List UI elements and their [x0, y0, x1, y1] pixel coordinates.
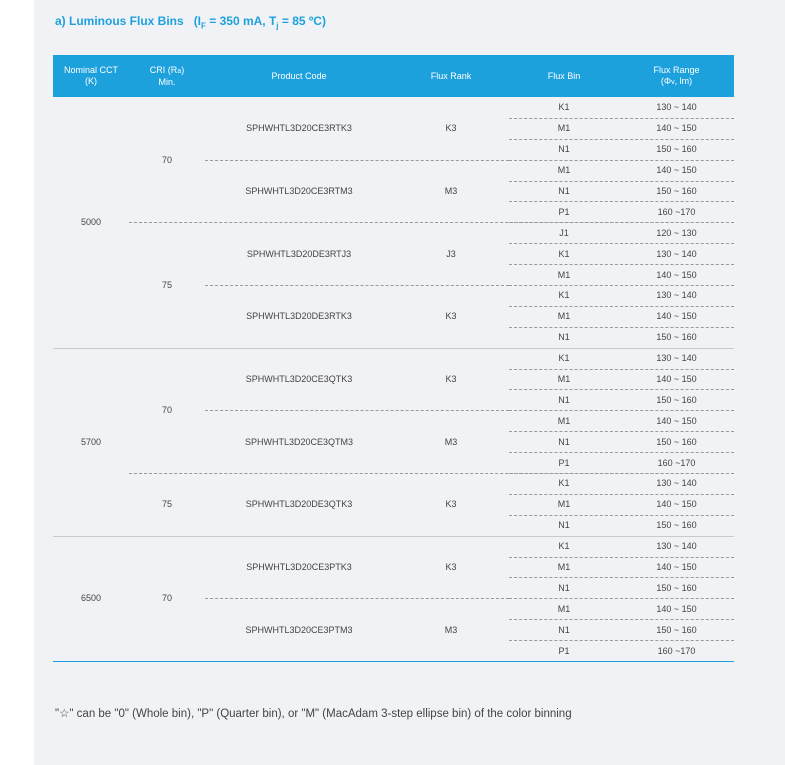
flux-range-cell: 120 ~ 130: [656, 227, 697, 238]
flux-bin-cell: P1: [558, 457, 570, 468]
title-prefix: a) Luminous Flux Bins: [55, 14, 184, 28]
flux-bin-cell: N1: [558, 144, 570, 155]
flux-rank-cell: M3: [444, 436, 458, 447]
table-bottom-rule: [53, 661, 734, 662]
flux-range-cell: 150 ~ 160: [656, 144, 697, 155]
product-divider: [205, 410, 509, 411]
flux-range-cell: 150 ~ 160: [656, 436, 697, 447]
cri-cell: 75: [161, 279, 172, 290]
header-nominal-cct: [53, 55, 129, 97]
flux-bin-cell: K1: [558, 102, 570, 113]
flux-range-cell: 130 ~ 140: [656, 478, 697, 489]
footnote: "☆" can be "0" (Whole bin), "P" (Quarter bin), or "M" (MacAdam 3-step ellipse bin) of the color binning: [55, 708, 572, 720]
header-cri-line1: CRI (R: [149, 64, 178, 75]
flux-rank-cell: K3: [445, 123, 457, 134]
title-cond-mid: = 350 mA, T: [205, 14, 277, 28]
flux-range-cell: 140 ~ 150: [656, 269, 697, 280]
flux-bin-cell: M1: [557, 269, 571, 280]
flux-bin-cell: M1: [557, 123, 571, 134]
flux-rank-cell: K3: [445, 499, 457, 510]
product-code-cell: SPHWHTL3D20DE3QTK3: [245, 499, 353, 510]
header-flux-rank: [393, 55, 509, 97]
table-body: [53, 97, 734, 661]
product-divider: [205, 598, 509, 599]
flux-range-cell: 160 ~170: [657, 206, 696, 217]
flux-bin-cell: K1: [558, 353, 570, 364]
flux-bin-cell: M1: [557, 603, 571, 614]
header-flux-bin: [509, 55, 619, 97]
product-code-cell: SPHWHTL3D20DE3RTK3: [246, 311, 352, 322]
flux-bin-cell: K1: [558, 290, 570, 301]
flux-range-cell: 140 ~ 150: [656, 373, 697, 384]
flux-bin-cell: N1: [558, 185, 570, 196]
product-code-cell: SPHWHTL3D20DE3RTJ3: [246, 248, 352, 259]
header-cri-line2: Min.: [158, 76, 176, 87]
flux-bin-cell: K1: [558, 478, 570, 489]
flux-bin-cell: N1: [558, 332, 570, 343]
nominal-cct-cell: 5000: [80, 217, 102, 228]
header-cct-line1: Nominal CCT: [63, 65, 118, 75]
flux-range-cell: 150 ~ 160: [656, 185, 697, 196]
cri-cell: 70: [161, 405, 172, 416]
flux-bin-cell: M1: [557, 165, 571, 176]
flux-range-cell: 150 ~ 160: [656, 624, 697, 635]
cri-cell: 75: [161, 499, 172, 510]
header-flux-range-open: (Φ: [660, 75, 672, 86]
header-product-code: [205, 55, 393, 97]
product-code-cell: SPHWHTL3D20CE3PTM3: [245, 624, 353, 635]
flux-range-cell: 140 ~ 150: [656, 165, 697, 176]
header-product-code-label: Product Code: [271, 70, 327, 81]
flux-rank-cell: K3: [445, 373, 457, 384]
product-code-cell: SPHWHTL3D20CE3QTK3: [245, 373, 353, 384]
title-cond-sub1: F: [201, 21, 206, 31]
flux-range-cell: 140 ~ 150: [656, 311, 697, 322]
flux-bin-cell: N1: [558, 520, 570, 531]
flux-range-cell: 160 ~170: [657, 645, 696, 656]
product-code-cell: SPHWHTL3D20CE3RTK3: [246, 123, 352, 134]
flux-rank-cell: M3: [444, 624, 458, 635]
flux-range-cell: 130 ~ 140: [656, 541, 697, 552]
header-cct-line2: (K): [84, 76, 97, 86]
flux-bin-cell: J1: [559, 227, 569, 238]
flux-rank-cell: K3: [445, 561, 457, 572]
cri-cell: 70: [161, 154, 172, 165]
header-flux-range: [619, 55, 734, 97]
flux-bin-cell: M1: [557, 561, 571, 572]
flux-bin-cell: M1: [557, 311, 571, 322]
product-divider: [205, 285, 509, 286]
flux-range-cell: 140 ~ 150: [656, 561, 697, 572]
flux-bin-cell: M1: [557, 499, 571, 510]
flux-bin-cell: N1: [558, 624, 570, 635]
flux-range-cell: 130 ~ 140: [656, 248, 697, 259]
nominal-cct-cell: 6500: [80, 593, 102, 604]
title-cond-open: (I: [193, 14, 202, 28]
flux-range-cell: 150 ~ 160: [656, 394, 697, 405]
flux-bin-cell: P1: [558, 645, 570, 656]
nominal-cct-cell: 5700: [80, 436, 102, 447]
header-cri-line1-end: ): [181, 64, 185, 75]
flux-range-cell: 160 ~170: [657, 457, 696, 468]
flux-range-cell: 130 ~ 140: [656, 102, 697, 113]
product-code-cell: SPHWHTL3D20CE3PTK3: [246, 561, 352, 572]
flux-range-cell: 140 ~ 150: [656, 603, 697, 614]
title-conditions: [193, 14, 326, 31]
title-cond-end: = 85 ºC): [278, 14, 326, 28]
flux-rank-cell: J3: [446, 248, 456, 259]
table-header: [53, 55, 734, 97]
flux-bin-cell: P1: [558, 206, 570, 217]
header-cri-sub: a: [177, 67, 182, 75]
header-cri: [129, 55, 205, 97]
flux-range-cell: 150 ~ 160: [656, 582, 697, 593]
flux-rank-cell: M3: [444, 185, 458, 196]
flux-range-cell: 130 ~ 140: [656, 290, 697, 301]
cct-group-divider: [53, 348, 734, 349]
flux-bins-table: [53, 55, 734, 661]
flux-bin-cell: M1: [557, 415, 571, 426]
flux-bin-cell: N1: [558, 394, 570, 405]
flux-range-cell: 140 ~ 150: [656, 499, 697, 510]
flux-range-cell: 140 ~ 150: [656, 415, 697, 426]
flux-range-cell: 150 ~ 160: [656, 520, 697, 531]
title-cond-sub2: j: [276, 21, 279, 31]
cri-cell: 70: [161, 593, 172, 604]
header-flux-rank-label: Flux Rank: [430, 70, 472, 81]
header-flux-bin-label: Flux Bin: [547, 70, 581, 81]
flux-bin-cell: K1: [558, 248, 570, 259]
product-code-cell: SPHWHTL3D20CE3QTM3: [244, 436, 354, 447]
cri-group-divider: [129, 222, 734, 223]
product-divider: [205, 160, 509, 161]
flux-bin-cell: N1: [558, 582, 570, 593]
flux-bin-cell: M1: [557, 373, 571, 384]
section-title: [55, 14, 326, 30]
flux-bin-cell: K1: [558, 541, 570, 552]
flux-range-cell: 150 ~ 160: [656, 332, 697, 343]
header-flux-range-sub: v: [671, 78, 675, 86]
flux-range-cell: 130 ~ 140: [656, 353, 697, 364]
cct-group-divider: [53, 536, 734, 537]
header-flux-range-end: , lm): [674, 75, 693, 86]
product-code-cell: SPHWHTL3D20CE3RTM3: [245, 185, 353, 196]
cri-group-divider: [129, 473, 734, 474]
header-flux-range-line1: Flux Range: [653, 64, 700, 75]
flux-bin-cell: N1: [558, 436, 570, 447]
flux-range-cell: 140 ~ 150: [656, 123, 697, 134]
flux-rank-cell: K3: [445, 311, 457, 322]
